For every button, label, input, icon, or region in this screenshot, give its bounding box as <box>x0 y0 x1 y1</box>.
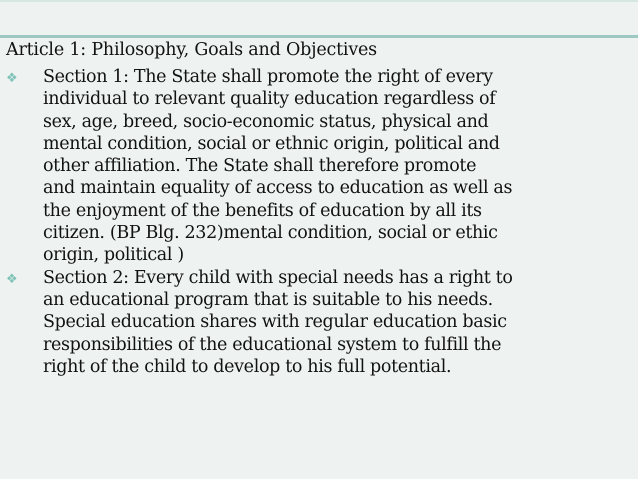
bullet-line: right of the child to develop to his full potential. <box>43 356 452 377</box>
bullet-line: individual to relevant quality education regardless of <box>43 89 496 110</box>
bullet-line: sex, age, breed, socio-economic status, physical and <box>43 111 489 132</box>
bullet-section-1 <box>6 66 630 267</box>
bullet-section-2 <box>6 267 630 378</box>
bullet-line: Section 1: The State shall promote the right of every <box>43 67 493 87</box>
diamond-bullet-icon: ❖ <box>6 71 18 86</box>
top-border <box>0 0 638 2</box>
bullet-line: responsibilities of the educational system to fulfill the <box>43 334 502 355</box>
bullet-line: other affiliation. The State shall therefore promote <box>43 156 477 177</box>
bullet-line: citizen. (BP Blg. 232)mental condition, social or ethic <box>43 223 498 244</box>
bullet-line: Special education shares with regular education basic <box>43 312 507 333</box>
diamond-bullet-icon: ❖ <box>6 271 18 287</box>
bullet-line: Section 2: Every child with special needs has a right to <box>43 267 513 288</box>
slide-heading: Article 1: Philosophy, Goals and Objectives <box>6 40 377 60</box>
bullet-line: mental condition, social or ethnic origin, political and <box>43 133 500 154</box>
accent-rule <box>0 35 638 38</box>
bullet-line: and maintain equality of access to education as well as <box>43 178 513 199</box>
bullet-list <box>6 66 630 378</box>
bullet-line: an educational program that is suitable to his needs. <box>43 289 493 310</box>
bullet-line: the enjoyment of the benefits of education by all its <box>43 200 482 221</box>
bullet-line: origin, political ) <box>43 245 184 266</box>
